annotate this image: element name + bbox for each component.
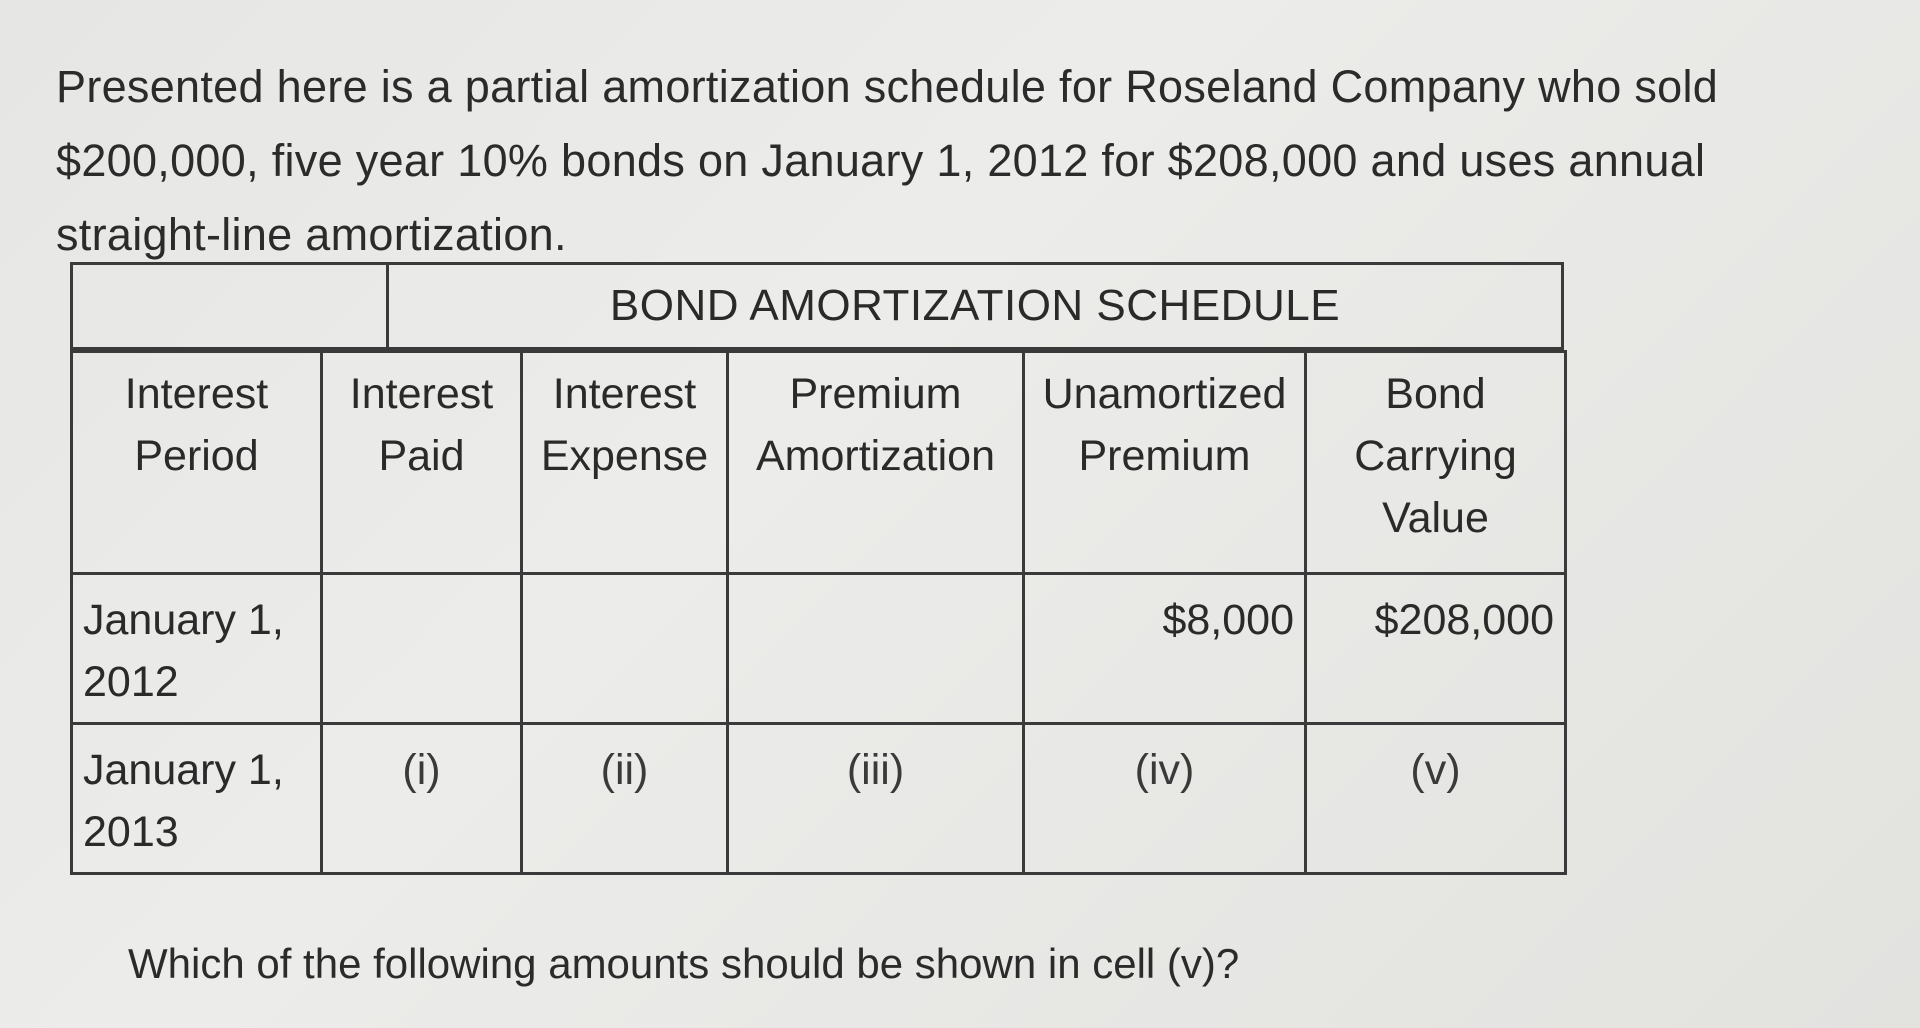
question-text: Which of the following amounts should be shown in cell (v)? bbox=[128, 940, 1240, 987]
period-cell: January 1, 2013 bbox=[72, 724, 322, 874]
carrying-value-cell: (v) bbox=[1306, 724, 1566, 874]
bond-amortization-schedule bbox=[70, 262, 1566, 877]
title-blank-cell bbox=[73, 265, 389, 347]
intro-line-2: $200,000, five year 10% bonds on January 1, 2012 for $208,000 and uses annual bbox=[56, 135, 1706, 186]
unamortized-premium-cell: (iv) bbox=[1024, 724, 1306, 874]
carrying-value-cell: $208,000 bbox=[1306, 574, 1566, 724]
unamortized-premium-cell: $8,000 bbox=[1024, 574, 1306, 724]
intro-line-3: straight-line amortization. bbox=[56, 209, 567, 260]
table-row bbox=[72, 574, 1566, 724]
table-row bbox=[72, 724, 1566, 874]
schedule-title: BOND AMORTIZATION SCHEDULE bbox=[609, 281, 1341, 330]
interest-paid-cell bbox=[322, 574, 522, 724]
intro-line-1: Presented here is a partial amortization schedule for Roseland Company who sold bbox=[56, 61, 1719, 112]
interest-expense-cell: (ii) bbox=[522, 724, 728, 874]
header-interest-expense: Interest Expense bbox=[522, 352, 728, 574]
schedule-title-row bbox=[70, 262, 1564, 350]
header-unamortized-premium: Unamortized Premium bbox=[1024, 352, 1306, 574]
premium-amortization-cell: (iii) bbox=[728, 724, 1024, 874]
interest-expense-cell bbox=[522, 574, 728, 724]
header-row bbox=[72, 352, 1566, 574]
premium-amortization-cell bbox=[728, 574, 1024, 724]
header-bond-carrying-value: Bond Carrying Value bbox=[1306, 352, 1566, 574]
interest-paid-cell: (i) bbox=[322, 724, 522, 874]
period-cell: January 1, 2012 bbox=[72, 574, 322, 724]
intro-paragraph bbox=[56, 50, 1836, 272]
header-interest-period: Interest Period bbox=[72, 352, 322, 574]
header-interest-paid: Interest Paid bbox=[322, 352, 522, 574]
header-premium-amortization: Premium Amortization bbox=[728, 352, 1024, 574]
schedule-table bbox=[70, 350, 1567, 875]
